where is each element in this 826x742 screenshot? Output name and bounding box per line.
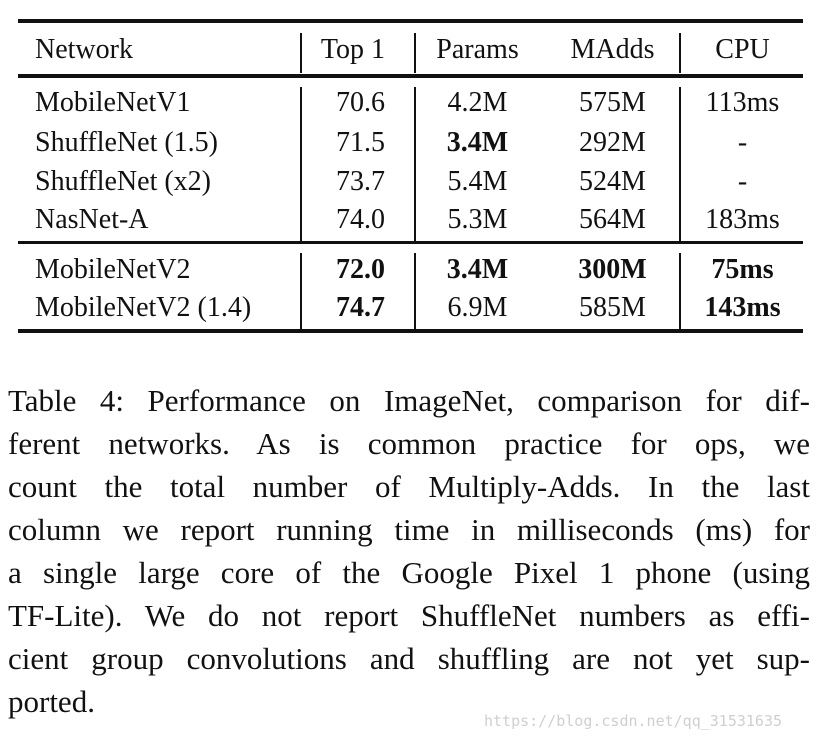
cell-madds: 524M [579,166,646,197]
header-cpu: CPU [715,34,770,65]
caption-line: a single large core of the Google Pixel 1 phone (using [8,555,810,590]
caption-line: ferent networks. As is common practice for ops, we [8,426,810,461]
caption-line: cient group convolutions and shuffling are not yet sup- [8,641,810,676]
header-params: Params [436,34,519,65]
header-madds: MAdds [570,34,655,65]
watermark: https://blog.csdn.net/qq_31531635 [484,712,783,730]
group-rule [18,241,803,244]
caption-line: column we report running time in milliseconds (ms) for [8,512,810,547]
cell-network: MobileNetV2 [35,254,191,285]
cell-network: ShuffleNet (x2) [35,166,211,197]
cell-network: ShuffleNet (1.5) [35,127,218,158]
cell-params: 6.9M [447,292,508,323]
column-divider [300,87,302,241]
cell-cpu: - [737,127,748,158]
header-network: Network [35,34,133,65]
cell-params: 5.3M [447,204,508,235]
caption-line: TF-Lite). We do not report ShuffleNet numbers as effi- [8,598,810,633]
cell-network: MobileNetV2 (1.4) [35,292,252,323]
column-divider [414,253,416,329]
header-rule [18,74,803,78]
cell-madds: 564M [579,204,646,235]
header-top1: Top 1 [320,34,385,65]
column-divider [414,33,416,73]
cell-top1: 72.0 [336,254,385,285]
bottom-rule [18,329,803,333]
top-rule [18,19,803,23]
caption-line: Table 4: Performance on ImageNet, comparison for dif- [8,383,810,418]
cell-cpu: 113ms [705,87,780,118]
cell-cpu: 143ms [704,292,781,323]
column-divider [300,253,302,329]
cell-madds: 292M [579,127,646,158]
cell-madds: 575M [579,87,646,118]
column-divider [300,33,302,73]
cell-cpu: 75ms [711,254,774,285]
cell-params: 4.2M [447,87,508,118]
column-divider [414,87,416,241]
cell-params: 3.4M [446,127,509,158]
cell-params: 5.4M [447,166,508,197]
cell-network: MobileNetV1 [35,87,191,118]
cell-cpu: - [737,166,748,197]
cell-network: NasNet-A [35,204,149,235]
caption-line: count the total number of Multiply-Adds. In the last [8,469,810,504]
cell-madds: 300M [578,254,647,285]
cell-top1: 74.0 [336,204,385,235]
cell-top1: 74.7 [336,292,385,323]
caption-line: ported. [8,684,95,719]
cell-madds: 585M [579,292,646,323]
cell-top1: 71.5 [336,127,385,158]
cell-params: 3.4M [446,254,509,285]
cell-cpu: 183ms [705,204,780,235]
cell-top1: 70.6 [336,87,385,118]
cell-top1: 73.7 [336,166,385,197]
